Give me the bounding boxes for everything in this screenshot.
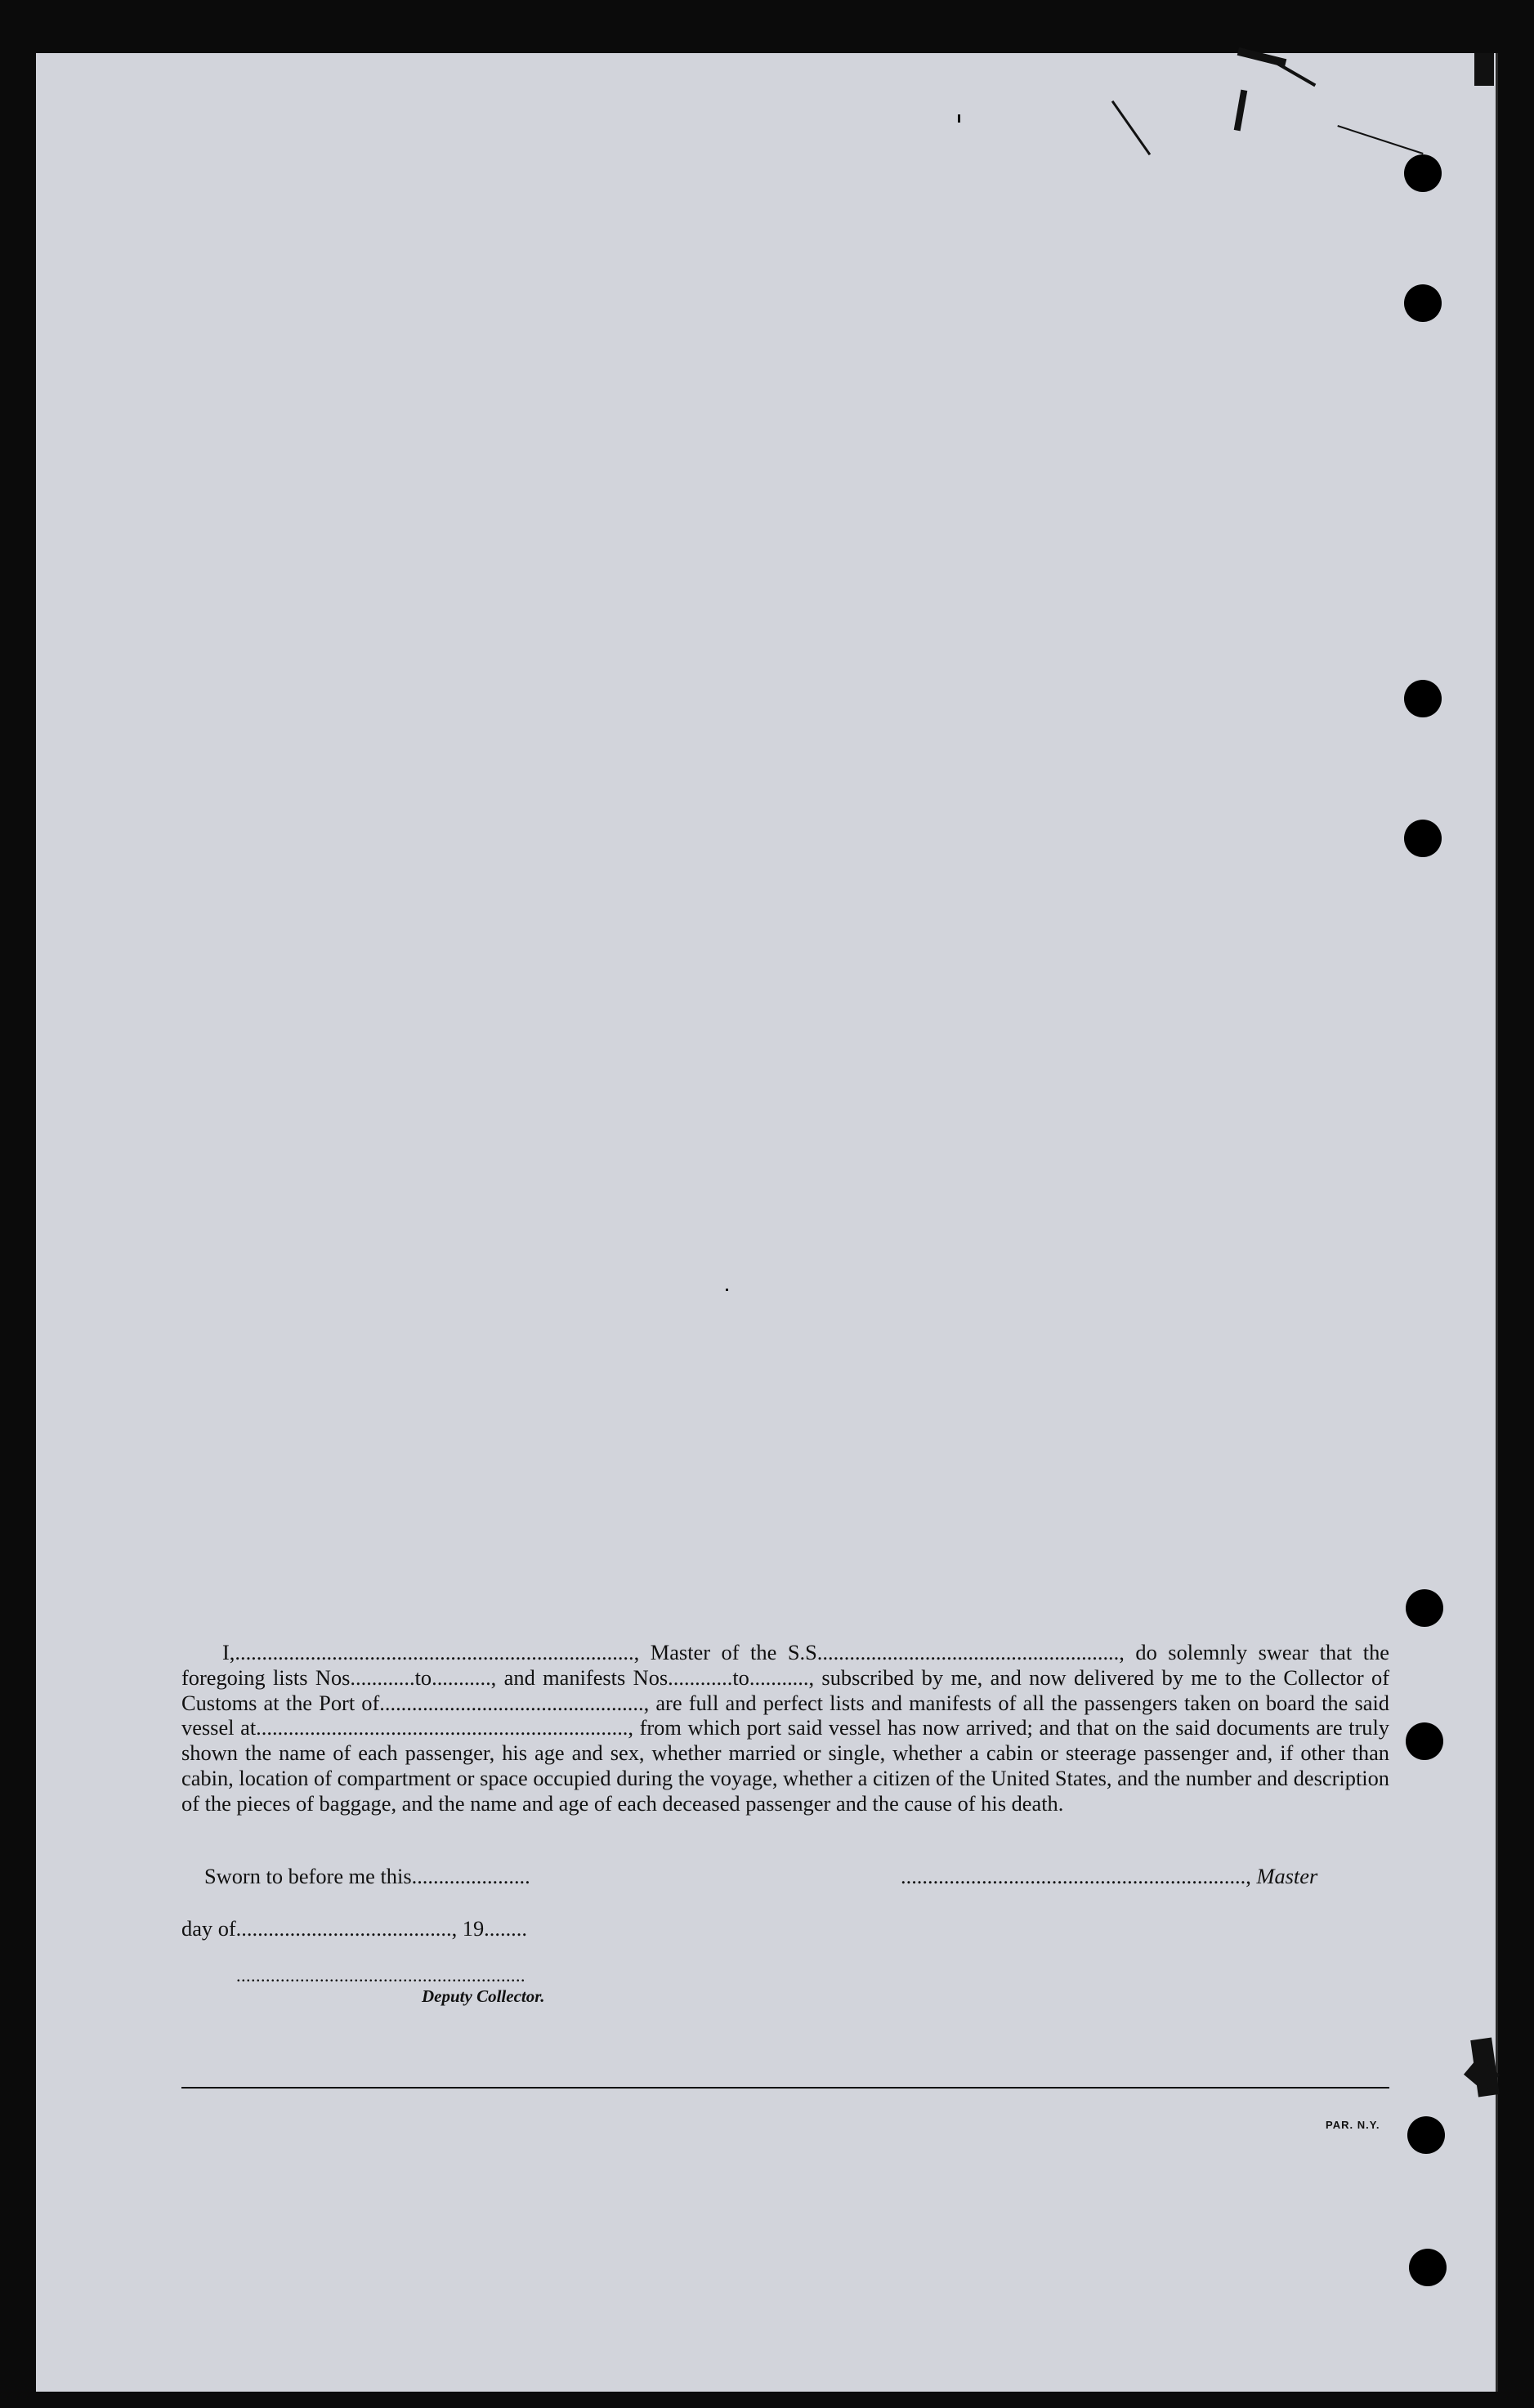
punch-hole [1404,154,1442,192]
punch-hole [1406,1722,1443,1760]
punch-hole [1404,284,1442,322]
scan-speck [1111,101,1151,155]
punch-hole [1406,1589,1443,1627]
deputy-signature-dots: ........................................................... [236,1965,525,1986]
paper-sheet [36,53,1498,2392]
punch-hole [1404,680,1442,717]
day-of-line: day of........................................, 19........ [181,1916,527,1941]
master-signature-line [901,1864,1317,1889]
scan-speck [958,114,960,123]
scan-speck [1265,56,1317,87]
master-signature-dots: ................................................................, [901,1864,1251,1888]
printer-mark: PAR. N.Y. [1326,2119,1380,2131]
punch-hole [1409,2249,1447,2286]
punch-hole [1404,820,1442,857]
deputy-collector-label: Deputy Collector. [422,1986,545,2006]
sworn-before-line: Sworn to before me this...................... [204,1864,530,1888]
master-oath-paragraph [181,1640,1389,1816]
scan-speck [1337,125,1423,154]
oath-text: I,.........................................................................., Master of the S.S........................................................, do solemnly swear that the foregoing lists Nos............to..........., and manifests Nos............to..........., subscribed by me, and now delivered by me to the Collector of Customs at the Port of................................................., are full and perfect lists and manifests of all the passengers taken on board the said vessel at....................................................................., from which port said vessel has now arrived; and that on the said documents are truly shown the name of each passenger, his age and sex, whether married or single, whether a cabin or steerage passenger and, if other than cabin, location of compartment or space occupied during the voyage, whether a citizen of the United States, and the number and description of the pieces of baggage, and the name and age of each deceased passenger and the cause of his death. [181,1640,1389,1816]
scan-speck [1474,53,1494,86]
scan-speck [1234,90,1248,132]
horizontal-rule [181,2087,1389,2089]
scan-speck [726,1289,728,1291]
master-title: Master [1256,1864,1318,1888]
punch-hole [1407,2116,1445,2154]
